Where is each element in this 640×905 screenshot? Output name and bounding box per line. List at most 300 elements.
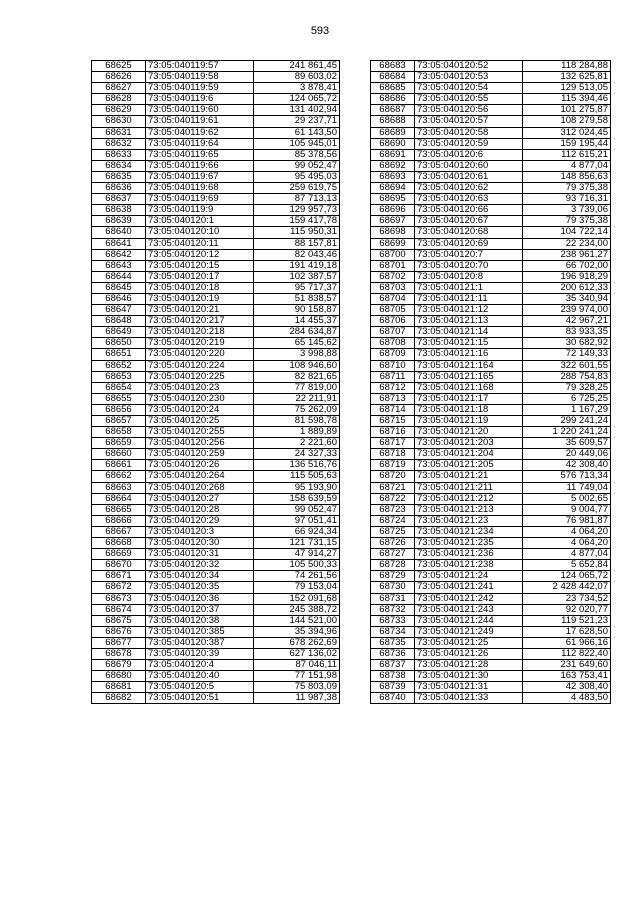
amount-cell: 121 731,15: [254, 538, 340, 549]
table-row: [371, 249, 611, 260]
cadastral-number-cell: 73:05:040121:235: [415, 538, 523, 549]
cadastral-number-cell: 73:05:040119:66: [146, 160, 254, 171]
table-row: [92, 504, 340, 515]
table-row: [92, 582, 340, 593]
table-row: [92, 626, 340, 637]
cadastral-number-cell: 73:05:040119:69: [146, 194, 254, 205]
cadastral-number-cell: 73:05:040121:165: [415, 371, 523, 382]
cadastral-number-cell: 73:05:040119:57: [146, 61, 254, 72]
cadastral-number-cell: 73:05:040120:32: [146, 560, 254, 571]
amount-cell: 3 878,41: [254, 83, 340, 94]
amount-cell: 35 394,96: [254, 626, 340, 637]
table-row: [371, 160, 611, 171]
table-row: [371, 637, 611, 648]
cadastral-number-cell: 73:05:040120:219: [146, 338, 254, 349]
cadastral-number-cell: 73:05:040120:28: [146, 504, 254, 515]
amount-cell: 14 455,37: [254, 316, 340, 327]
amount-cell: 196 918,29: [523, 271, 611, 282]
table-row: [92, 349, 340, 360]
amount-cell: 35 340,94: [523, 293, 611, 304]
row-number-cell: 68648: [92, 316, 146, 327]
amount-cell: 102 387,57: [254, 271, 340, 282]
amount-cell: 312 024,45: [523, 127, 611, 138]
cadastral-number-cell: 73:05:040120:6: [415, 149, 523, 160]
table-row: [92, 571, 340, 582]
amount-cell: 23 734,52: [523, 593, 611, 604]
table-row: [92, 327, 340, 338]
table-row: [371, 94, 611, 105]
cadastral-number-cell: 73:05:040120:57: [415, 116, 523, 127]
table-row: [92, 72, 340, 83]
row-number-cell: 68656: [92, 404, 146, 415]
row-number-cell: 68713: [371, 393, 415, 404]
table-row: [371, 449, 611, 460]
table-row: [371, 526, 611, 537]
row-number-cell: 68679: [92, 660, 146, 671]
right-table: [370, 60, 611, 704]
table-row: [92, 393, 340, 404]
table-row: [92, 460, 340, 471]
amount-cell: 11 749,04: [523, 482, 611, 493]
amount-cell: 105 500,33: [254, 560, 340, 571]
cadastral-number-cell: 73:05:040120:31: [146, 549, 254, 560]
row-number-cell: 68647: [92, 305, 146, 316]
cadastral-number-cell: 73:05:040120:34: [146, 571, 254, 582]
amount-cell: 66 702,00: [523, 260, 611, 271]
row-number-cell: 68642: [92, 249, 146, 260]
amount-cell: 66 924,34: [254, 526, 340, 537]
page-number: 593: [310, 25, 330, 37]
right-table-body: [371, 61, 611, 704]
cadastral-number-cell: 73:05:040120:54: [415, 83, 523, 94]
table-row: [92, 427, 340, 438]
row-number-cell: 68722: [371, 493, 415, 504]
cadastral-number-cell: 73:05:040121:16: [415, 349, 523, 360]
amount-cell: 119 521,23: [523, 615, 611, 626]
row-number-cell: 68675: [92, 615, 146, 626]
cadastral-number-cell: 73:05:040121:203: [415, 438, 523, 449]
row-number-cell: 68640: [92, 227, 146, 238]
cadastral-number-cell: 73:05:040120:37: [146, 604, 254, 615]
cadastral-number-cell: 73:05:040120:23: [146, 382, 254, 393]
amount-cell: 104 722,14: [523, 227, 611, 238]
cadastral-number-cell: 73:05:040121:242: [415, 593, 523, 604]
row-number-cell: 68655: [92, 393, 146, 404]
amount-cell: 288 754,83: [523, 371, 611, 382]
amount-cell: 112 822,40: [523, 648, 611, 659]
table-row: [92, 515, 340, 526]
row-number-cell: 68659: [92, 438, 146, 449]
row-number-cell: 68702: [371, 271, 415, 282]
row-number-cell: 68625: [92, 61, 146, 72]
amount-cell: 29 237,71: [254, 116, 340, 127]
table-row: [371, 471, 611, 482]
table-row: [92, 615, 340, 626]
cadastral-number-cell: 73:05:040120:52: [415, 61, 523, 72]
row-number-cell: 68728: [371, 560, 415, 571]
cadastral-number-cell: 73:05:040121:238: [415, 560, 523, 571]
cadastral-number-cell: 73:05:040120:5: [146, 682, 254, 693]
row-number-cell: 68626: [92, 72, 146, 83]
amount-cell: 87 046,11: [254, 660, 340, 671]
table-row: [92, 127, 340, 138]
table-row: [371, 72, 611, 83]
cadastral-number-cell: 73:05:040120:69: [415, 238, 523, 249]
row-number-cell: 68723: [371, 504, 415, 515]
amount-cell: 124 065,72: [523, 571, 611, 582]
cadastral-number-cell: 73:05:040120:217: [146, 316, 254, 327]
table-row: [92, 360, 340, 371]
row-number-cell: 68712: [371, 382, 415, 393]
amount-cell: 132 625,81: [523, 72, 611, 83]
row-number-cell: 68669: [92, 549, 146, 560]
row-number-cell: 68721: [371, 482, 415, 493]
cadastral-number-cell: 73:05:040120:230: [146, 393, 254, 404]
row-number-cell: 68645: [92, 282, 146, 293]
table-row: [371, 116, 611, 127]
amount-cell: 79 375,38: [523, 183, 611, 194]
table-row: [371, 305, 611, 316]
table-row: [92, 271, 340, 282]
table-row: [371, 460, 611, 471]
cadastral-number-cell: 73:05:040121:11: [415, 293, 523, 304]
cadastral-number-cell: 73:05:040119:67: [146, 171, 254, 182]
cadastral-number-cell: 73:05:040121:14: [415, 327, 523, 338]
cadastral-number-cell: 73:05:040120:25: [146, 416, 254, 427]
cadastral-number-cell: 73:05:040121:18: [415, 404, 523, 415]
amount-cell: 159 195,44: [523, 138, 611, 149]
row-number-cell: 68694: [371, 183, 415, 194]
row-number-cell: 68732: [371, 604, 415, 615]
row-number-cell: 68706: [371, 316, 415, 327]
amount-cell: 576 713,34: [523, 471, 611, 482]
row-number-cell: 68639: [92, 216, 146, 227]
table-row: [371, 660, 611, 671]
amount-cell: 3 739,06: [523, 205, 611, 216]
table-row: [92, 648, 340, 659]
row-number-cell: 68681: [92, 682, 146, 693]
table-row: [92, 94, 340, 105]
table-row: [92, 637, 340, 648]
amount-cell: 158 639,59: [254, 493, 340, 504]
table-row: [371, 171, 611, 182]
cadastral-number-cell: 73:05:040120:55: [415, 94, 523, 105]
table-row: [371, 393, 611, 404]
cadastral-number-cell: 73:05:040121:20: [415, 427, 523, 438]
table-row: [92, 438, 340, 449]
row-number-cell: 68699: [371, 238, 415, 249]
row-number-cell: 68688: [371, 116, 415, 127]
row-number-cell: 68637: [92, 194, 146, 205]
row-number-cell: 68720: [371, 471, 415, 482]
table-row: [371, 604, 611, 615]
row-number-cell: 68654: [92, 382, 146, 393]
cadastral-number-cell: 73:05:040120:11: [146, 238, 254, 249]
amount-cell: 22 211,91: [254, 393, 340, 404]
table-row: [371, 515, 611, 526]
table-row: [371, 615, 611, 626]
cadastral-number-cell: 73:05:040120:40: [146, 671, 254, 682]
row-number-cell: 68674: [92, 604, 146, 615]
cadastral-number-cell: 73:05:040120:27: [146, 493, 254, 504]
cadastral-number-cell: 73:05:040120:259: [146, 449, 254, 460]
amount-cell: 85 378,56: [254, 149, 340, 160]
cadastral-number-cell: 73:05:040121:30: [415, 671, 523, 682]
row-number-cell: 68682: [92, 693, 146, 704]
amount-cell: 42 967,21: [523, 316, 611, 327]
row-number-cell: 68653: [92, 371, 146, 382]
amount-cell: 79 328,25: [523, 382, 611, 393]
row-number-cell: 68710: [371, 360, 415, 371]
table-row: [371, 216, 611, 227]
cadastral-number-cell: 73:05:040120:8: [415, 271, 523, 282]
cadastral-number-cell: 73:05:040119:59: [146, 83, 254, 94]
amount-cell: 129 957,73: [254, 205, 340, 216]
amount-cell: 627 136,02: [254, 648, 340, 659]
amount-cell: 241 861,45: [254, 61, 340, 72]
table-row: [371, 427, 611, 438]
table-row: [371, 127, 611, 138]
row-number-cell: 68740: [371, 693, 415, 704]
amount-cell: 4 877,04: [523, 549, 611, 560]
row-number-cell: 68678: [92, 648, 146, 659]
row-number-cell: 68705: [371, 305, 415, 316]
row-number-cell: 68668: [92, 538, 146, 549]
cadastral-number-cell: 73:05:040119:64: [146, 138, 254, 149]
cadastral-number-cell: 73:05:040121:243: [415, 604, 523, 615]
row-number-cell: 68719: [371, 460, 415, 471]
amount-cell: 238 961,27: [523, 249, 611, 260]
left-table: [91, 60, 340, 704]
amount-cell: 101 275,87: [523, 105, 611, 116]
row-number-cell: 68641: [92, 238, 146, 249]
table-row: [371, 382, 611, 393]
row-number-cell: 68670: [92, 560, 146, 571]
cadastral-number-cell: 73:05:040119:58: [146, 72, 254, 83]
row-number-cell: 68644: [92, 271, 146, 282]
cadastral-number-cell: 73:05:040120:7: [415, 249, 523, 260]
table-row: [92, 105, 340, 116]
row-number-cell: 68736: [371, 648, 415, 659]
row-number-cell: 68631: [92, 127, 146, 138]
table-row: [92, 604, 340, 615]
table-row: [371, 626, 611, 637]
amount-cell: 22 234,00: [523, 238, 611, 249]
table-row: [371, 416, 611, 427]
amount-cell: 299 241,24: [523, 416, 611, 427]
row-number-cell: 68673: [92, 593, 146, 604]
cadastral-number-cell: 73:05:040120:35: [146, 582, 254, 593]
cadastral-number-cell: 73:05:040120:63: [415, 194, 523, 205]
row-number-cell: 68724: [371, 515, 415, 526]
table-row: [92, 416, 340, 427]
row-number-cell: 68667: [92, 526, 146, 537]
row-number-cell: 68685: [371, 83, 415, 94]
table-row: [371, 438, 611, 449]
row-number-cell: 68686: [371, 94, 415, 105]
cadastral-number-cell: 73:05:040121:17: [415, 393, 523, 404]
amount-cell: 93 716,31: [523, 194, 611, 205]
cadastral-number-cell: 73:05:040120:51: [146, 693, 254, 704]
amount-cell: 77 151,98: [254, 671, 340, 682]
amount-cell: 144 521,00: [254, 615, 340, 626]
cadastral-number-cell: 73:05:040121:15: [415, 338, 523, 349]
amount-cell: 61 143,50: [254, 127, 340, 138]
row-number-cell: 68708: [371, 338, 415, 349]
table-row: [371, 227, 611, 238]
amount-cell: 115 950,31: [254, 227, 340, 238]
cadastral-number-cell: 73:05:040120:68: [415, 227, 523, 238]
row-number-cell: 68634: [92, 160, 146, 171]
row-number-cell: 68646: [92, 293, 146, 304]
amount-cell: 245 388,72: [254, 604, 340, 615]
amount-cell: 24 327,33: [254, 449, 340, 460]
amount-cell: 2 428 442,07: [523, 582, 611, 593]
cadastral-number-cell: 73:05:040121:19: [415, 416, 523, 427]
amount-cell: 89 603,02: [254, 72, 340, 83]
table-row: [371, 538, 611, 549]
table-row: [371, 271, 611, 282]
table-row: [371, 194, 611, 205]
row-number-cell: 68700: [371, 249, 415, 260]
amount-cell: 5 652,84: [523, 560, 611, 571]
row-number-cell: 68695: [371, 194, 415, 205]
amount-cell: 75 262,09: [254, 404, 340, 415]
row-number-cell: 68651: [92, 349, 146, 360]
row-number-cell: 68683: [371, 61, 415, 72]
table-row: [92, 183, 340, 194]
amount-cell: 105 945,01: [254, 138, 340, 149]
table-row: [92, 660, 340, 671]
cadastral-number-cell: 73:05:040120:225: [146, 371, 254, 382]
row-number-cell: 68652: [92, 360, 146, 371]
table-row: [92, 449, 340, 460]
cadastral-number-cell: 73:05:040120:56: [415, 105, 523, 116]
table-row: [92, 404, 340, 415]
amount-cell: 131 402,94: [254, 105, 340, 116]
row-number-cell: 68738: [371, 671, 415, 682]
cadastral-number-cell: 73:05:040120:66: [415, 205, 523, 216]
row-number-cell: 68635: [92, 171, 146, 182]
cadastral-number-cell: 73:05:040121:23: [415, 515, 523, 526]
table-row: [371, 371, 611, 382]
amount-cell: 95 193,90: [254, 482, 340, 493]
table-row: [371, 138, 611, 149]
cadastral-number-cell: 73:05:040119:9: [146, 205, 254, 216]
amount-cell: 95 717,37: [254, 282, 340, 293]
cadastral-number-cell: 73:05:040120:268: [146, 482, 254, 493]
amount-cell: 1 220 241,24: [523, 427, 611, 438]
amount-cell: 108 946,60: [254, 360, 340, 371]
cadastral-number-cell: 73:05:040119:6: [146, 94, 254, 105]
table-row: [92, 538, 340, 549]
row-number-cell: 68703: [371, 282, 415, 293]
cadastral-number-cell: 73:05:040120:38: [146, 615, 254, 626]
row-number-cell: 68709: [371, 349, 415, 360]
amount-cell: 152 091,68: [254, 593, 340, 604]
table-row: [371, 671, 611, 682]
row-number-cell: 68627: [92, 83, 146, 94]
table-row: [371, 83, 611, 94]
table-row: [92, 549, 340, 560]
table-row: [92, 382, 340, 393]
cadastral-number-cell: 73:05:040121:26: [415, 648, 523, 659]
amount-cell: 79 375,38: [523, 216, 611, 227]
table-row: [371, 238, 611, 249]
table-row: [92, 671, 340, 682]
amount-cell: 115 505,63: [254, 471, 340, 482]
row-number-cell: 68692: [371, 160, 415, 171]
amount-cell: 159 417,78: [254, 216, 340, 227]
table-row: [371, 316, 611, 327]
row-number-cell: 68676: [92, 626, 146, 637]
row-number-cell: 68714: [371, 404, 415, 415]
table-row: [92, 338, 340, 349]
row-number-cell: 68704: [371, 293, 415, 304]
cadastral-number-cell: 73:05:040120:62: [415, 183, 523, 194]
cadastral-number-cell: 73:05:040119:65: [146, 149, 254, 160]
row-number-cell: 68671: [92, 571, 146, 582]
amount-cell: 82 821,65: [254, 371, 340, 382]
row-number-cell: 68693: [371, 171, 415, 182]
cadastral-number-cell: 73:05:040120:36: [146, 593, 254, 604]
table-row: [92, 471, 340, 482]
cadastral-number-cell: 73:05:040121:164: [415, 360, 523, 371]
amount-cell: 239 974,00: [523, 305, 611, 316]
amount-cell: 87 713,13: [254, 194, 340, 205]
table-row: [371, 682, 611, 693]
amount-cell: 4 064,20: [523, 526, 611, 537]
row-number-cell: 68730: [371, 582, 415, 593]
table-row: [92, 493, 340, 504]
row-number-cell: 68628: [92, 94, 146, 105]
cadastral-number-cell: 73:05:040121:204: [415, 449, 523, 460]
amount-cell: 30 682,92: [523, 338, 611, 349]
amount-cell: 76 981,87: [523, 515, 611, 526]
table-row: [92, 194, 340, 205]
row-number-cell: 68711: [371, 371, 415, 382]
cadastral-number-cell: 73:05:040120:387: [146, 637, 254, 648]
cadastral-number-cell: 73:05:040119:62: [146, 127, 254, 138]
table-row: [92, 693, 340, 704]
row-number-cell: 68731: [371, 593, 415, 604]
table-row: [371, 360, 611, 371]
cadastral-number-cell: 73:05:040120:17: [146, 271, 254, 282]
cadastral-number-cell: 73:05:040120:19: [146, 293, 254, 304]
row-number-cell: 68696: [371, 205, 415, 216]
amount-cell: 3 998,88: [254, 349, 340, 360]
cadastral-number-cell: 73:05:040119:60: [146, 105, 254, 116]
table-row: [92, 526, 340, 537]
cadastral-number-cell: 73:05:040120:26: [146, 460, 254, 471]
amount-cell: 112 615,21: [523, 149, 611, 160]
cadastral-number-cell: 73:05:040121:234: [415, 526, 523, 537]
row-number-cell: 68707: [371, 327, 415, 338]
cadastral-number-cell: 73:05:040120:15: [146, 260, 254, 271]
row-number-cell: 68716: [371, 427, 415, 438]
row-number-cell: 68661: [92, 460, 146, 471]
table-row: [92, 593, 340, 604]
amount-cell: 191 419,18: [254, 260, 340, 271]
row-number-cell: 68733: [371, 615, 415, 626]
table-row: [92, 216, 340, 227]
cadastral-number-cell: 73:05:040121:1: [415, 282, 523, 293]
table-row: [92, 305, 340, 316]
cadastral-number-cell: 73:05:040121:212: [415, 493, 523, 504]
cadastral-number-cell: 73:05:040121:249: [415, 626, 523, 637]
cadastral-number-cell: 73:05:040120:220: [146, 349, 254, 360]
cadastral-number-cell: 73:05:040120:10: [146, 227, 254, 238]
